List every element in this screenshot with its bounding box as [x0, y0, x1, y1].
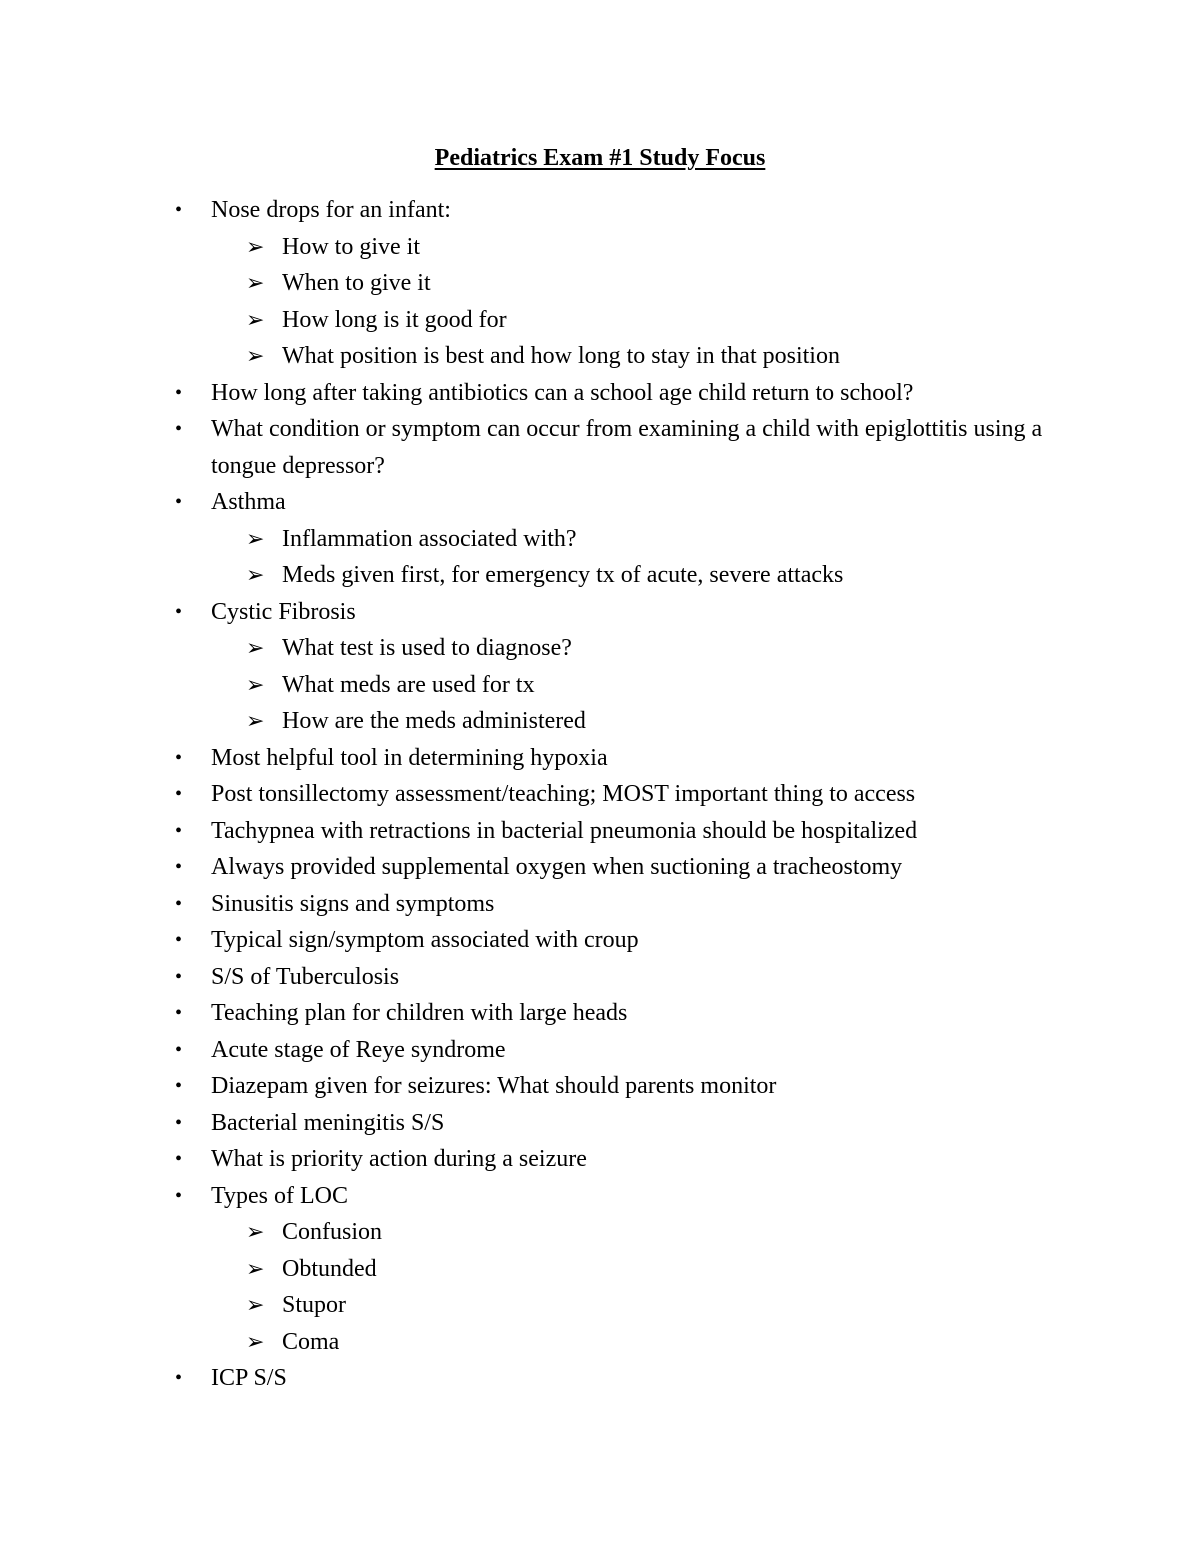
document-title: Pediatrics Exam #1 Study Focus	[434, 145, 766, 171]
list-item	[0, 813, 1051, 850]
arrow-bullet-icon: ➢	[246, 306, 265, 332]
bullet-icon: •	[175, 1111, 183, 1134]
sub-list-item-text: What test is used to diagnose?	[282, 635, 572, 661]
bullet-icon: •	[175, 965, 183, 988]
list-item-text: ICP S/S	[211, 1365, 287, 1391]
sub-list-item-text: How long is it good for	[282, 306, 507, 333]
study-focus-list	[0, 192, 1200, 1397]
list-item	[0, 1178, 1051, 1361]
sub-list	[211, 1214, 1051, 1360]
bullet-icon: •	[175, 381, 183, 404]
list-item	[0, 192, 1051, 375]
sub-list-item-text: When to give it	[282, 270, 431, 296]
list-item	[0, 1141, 1051, 1178]
list-item	[0, 411, 1051, 484]
sub-list	[211, 229, 1051, 375]
bullet-icon: •	[175, 1184, 183, 1207]
list-item	[0, 1360, 1051, 1397]
bullet-icon: •	[175, 1075, 183, 1097]
list-item-text: Acute stage of Reye syndrome	[211, 1036, 506, 1063]
sub-list-item	[211, 229, 1200, 266]
list-item-text: Typical sign/symptom associated with croup	[211, 927, 639, 953]
list-item	[0, 375, 1051, 412]
bullet-icon: •	[175, 856, 183, 878]
sub-list-item	[211, 1251, 1200, 1288]
sub-list-item	[211, 1214, 1200, 1251]
arrow-bullet-icon: ➢	[246, 1328, 265, 1354]
sub-list-item-text: How are the meds administered	[282, 708, 586, 734]
list-item	[0, 594, 1051, 740]
bullet-icon: •	[175, 491, 183, 513]
list-item-text: How long after taking antibiotics can a school age child return to school?	[211, 379, 914, 406]
arrow-bullet-icon: ➢	[246, 1292, 265, 1317]
sub-list-item	[211, 667, 1200, 704]
list-item-text: Types of LOC	[211, 1182, 348, 1209]
list-item-text: Nose drops for an infant:	[211, 197, 451, 223]
arrow-bullet-icon: ➢	[246, 635, 265, 660]
sub-list-item-text: What meds are used for tx	[282, 671, 535, 698]
sub-list-item	[211, 302, 1200, 339]
list-item-text: Always provided supplemental oxygen when suctioning a tracheostomy	[211, 854, 903, 880]
bullet-icon: •	[175, 418, 183, 440]
sub-list-item-text: Obtunded	[282, 1255, 377, 1282]
bullet-icon: •	[175, 1367, 183, 1389]
list-item	[0, 776, 1051, 813]
list-item	[0, 922, 1051, 959]
bullet-icon: •	[175, 746, 183, 769]
arrow-bullet-icon: ➢	[246, 671, 265, 697]
arrow-bullet-icon: ➢	[246, 525, 265, 551]
list-item-text: Tachypnea with retractions in bacterial pneumonia should be hospitalized	[211, 817, 918, 844]
arrow-bullet-icon: ➢	[246, 708, 265, 733]
list-item-text: Most helpful tool in determining hypoxia	[211, 744, 608, 771]
bullet-icon: •	[175, 1002, 183, 1024]
list-item	[0, 1032, 1051, 1069]
bullet-icon: •	[175, 1038, 183, 1061]
arrow-bullet-icon: ➢	[246, 562, 265, 587]
list-item-text: Diazepam given for seizures: What should parents monitor	[211, 1073, 777, 1099]
sub-list-item-text: How to give it	[282, 233, 420, 260]
list-item	[0, 959, 1051, 996]
sub-list	[211, 630, 1051, 740]
list-item-text: Post tonsillectomy assessment/teaching; MOST important thing to access	[211, 781, 916, 807]
sub-list-item	[211, 1324, 1200, 1361]
bullet-icon: •	[175, 600, 183, 623]
list-item	[0, 1068, 1051, 1105]
list-item	[0, 484, 1051, 594]
sub-list-item-text: What position is best and how long to stay in that position	[282, 343, 840, 369]
list-item	[0, 886, 1051, 923]
list-item-text: S/S of Tuberculosis	[211, 963, 400, 990]
list-item-text: Sinusitis signs and symptoms	[211, 890, 495, 917]
bullet-icon: •	[175, 929, 183, 951]
bullet-icon: •	[175, 892, 183, 915]
bullet-icon: •	[175, 819, 183, 842]
list-item-text: What condition or symptom can occur from examining a child with epiglottitis using a tongue depressor?	[211, 416, 1043, 479]
sub-list-item	[211, 338, 1200, 375]
sub-list-item-text: Meds given first, for emergency tx of acute, severe attacks	[282, 562, 844, 588]
sub-list-item-text: Stupor	[282, 1292, 347, 1318]
arrow-bullet-icon: ➢	[246, 1219, 265, 1244]
list-item-text: Teaching plan for children with large heads	[211, 1000, 628, 1026]
list-item-text: Cystic Fibrosis	[211, 598, 356, 625]
sub-list-item	[211, 557, 1200, 594]
arrow-bullet-icon: ➢	[246, 343, 265, 368]
arrow-bullet-icon: ➢	[246, 270, 265, 295]
list-item	[0, 740, 1051, 777]
list-item	[0, 1105, 1051, 1142]
sub-list-item	[211, 703, 1200, 740]
sub-list-item-text: Inflammation associated with?	[282, 525, 577, 552]
bullet-icon: •	[175, 199, 183, 221]
sub-list-item-text: Confusion	[282, 1219, 383, 1245]
list-item-text: What is priority action during a seizure	[211, 1146, 587, 1172]
sub-list-item-text: Coma	[282, 1328, 340, 1355]
sub-list-item	[211, 1287, 1200, 1324]
list-item-text: Bacterial meningitis S/S	[211, 1109, 445, 1136]
list-item	[0, 849, 1051, 886]
arrow-bullet-icon: ➢	[246, 233, 265, 259]
sub-list	[211, 521, 1051, 594]
list-item	[0, 995, 1051, 1032]
arrow-bullet-icon: ➢	[246, 1255, 265, 1281]
sub-list-item	[211, 521, 1200, 558]
bullet-icon: •	[175, 783, 183, 805]
sub-list-item	[211, 630, 1200, 667]
list-item-text: Asthma	[211, 489, 286, 515]
bullet-icon: •	[175, 1148, 183, 1170]
sub-list-item	[211, 265, 1200, 302]
